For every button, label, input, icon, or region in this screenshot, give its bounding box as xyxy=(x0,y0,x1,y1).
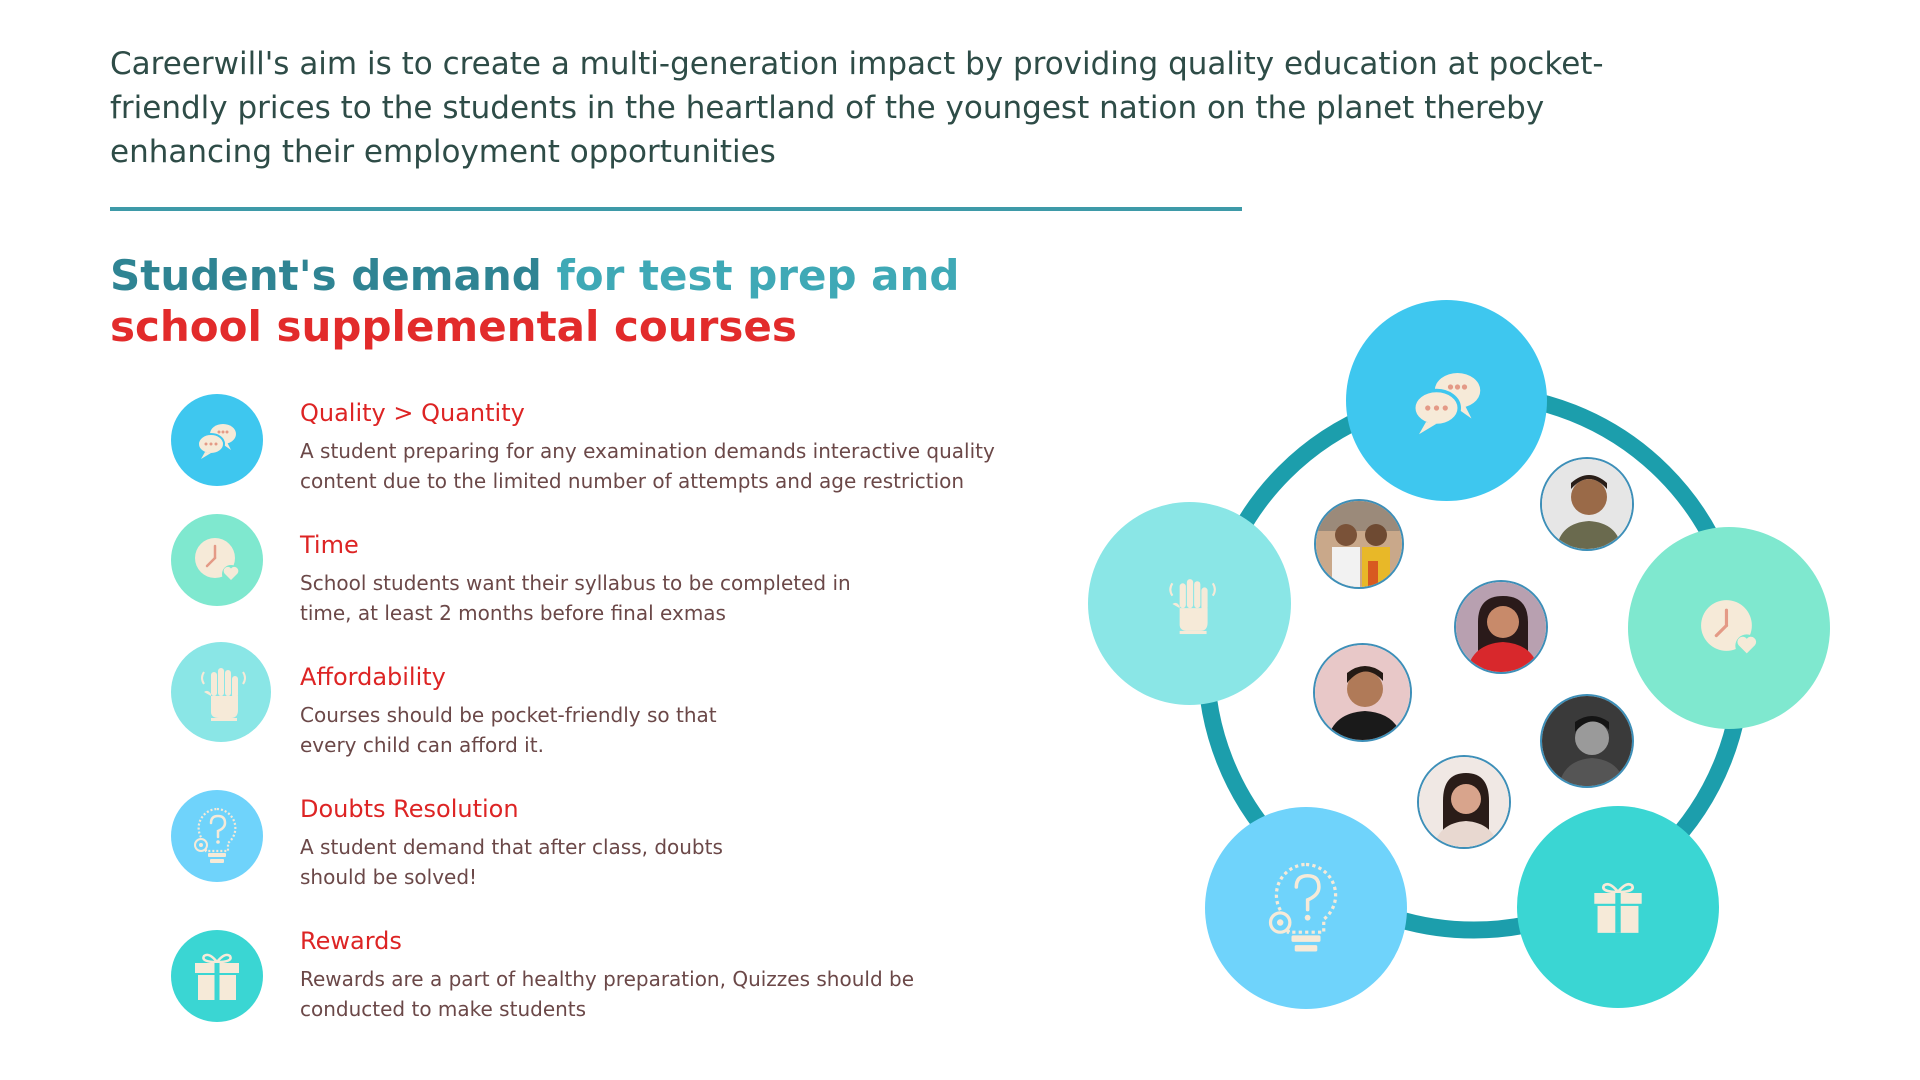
feature-title: Time xyxy=(300,531,359,559)
student-avatar xyxy=(1417,755,1511,849)
clock-heart-icon xyxy=(1696,595,1762,661)
diagram-hand-bubble xyxy=(1088,502,1291,705)
intro-paragraph: Careerwill's aim is to create a multi-generation impact by providing quality education at pocket-friendly prices to the students in the heartland of the youngest nation on the planet thereby enhancing their employment opportunities xyxy=(110,46,1604,170)
student-avatar xyxy=(1454,580,1548,674)
heading-part-2: for test prep and xyxy=(556,251,960,300)
diagram-lightbulb-bubble xyxy=(1205,807,1407,1009)
feature-title: Rewards xyxy=(300,927,402,955)
feature-description: A student demand that after class, doubts should be solved! xyxy=(300,835,723,889)
feature-title: Doubts Resolution xyxy=(300,795,519,823)
feature-title: Quality > Quantity xyxy=(300,399,525,427)
diagram-gift-bubble xyxy=(1517,806,1719,1008)
feature-description: School students want their syllabus to be completed in time, at least 2 months before final exmas xyxy=(300,571,851,625)
feature-description: Courses should be pocket-friendly so that every child can afford it. xyxy=(300,703,717,757)
student-avatar xyxy=(1540,457,1634,551)
heading-part-1: Student's demand xyxy=(110,251,557,300)
diagram-clock-bubble xyxy=(1628,527,1830,729)
student-avatar xyxy=(1313,643,1412,742)
heading-part-3: school supplemental courses xyxy=(110,302,797,351)
diagram-chat-bubble xyxy=(1346,300,1547,501)
student-avatar xyxy=(1314,499,1404,589)
chat-bubbles-icon xyxy=(1408,366,1486,436)
student-avatar xyxy=(1540,694,1634,788)
feature-title: Affordability xyxy=(300,663,446,691)
lightbulb-question-icon xyxy=(1261,858,1351,958)
feature-description: A student preparing for any examination demands interactive quality content due to the limited number of attempts and age restriction xyxy=(300,439,995,493)
raised-hand-icon xyxy=(1161,572,1219,636)
gift-icon xyxy=(1590,879,1646,935)
feature-description: Rewards are a part of healthy preparation, Quizzes should be conducted to make students xyxy=(300,967,914,1021)
